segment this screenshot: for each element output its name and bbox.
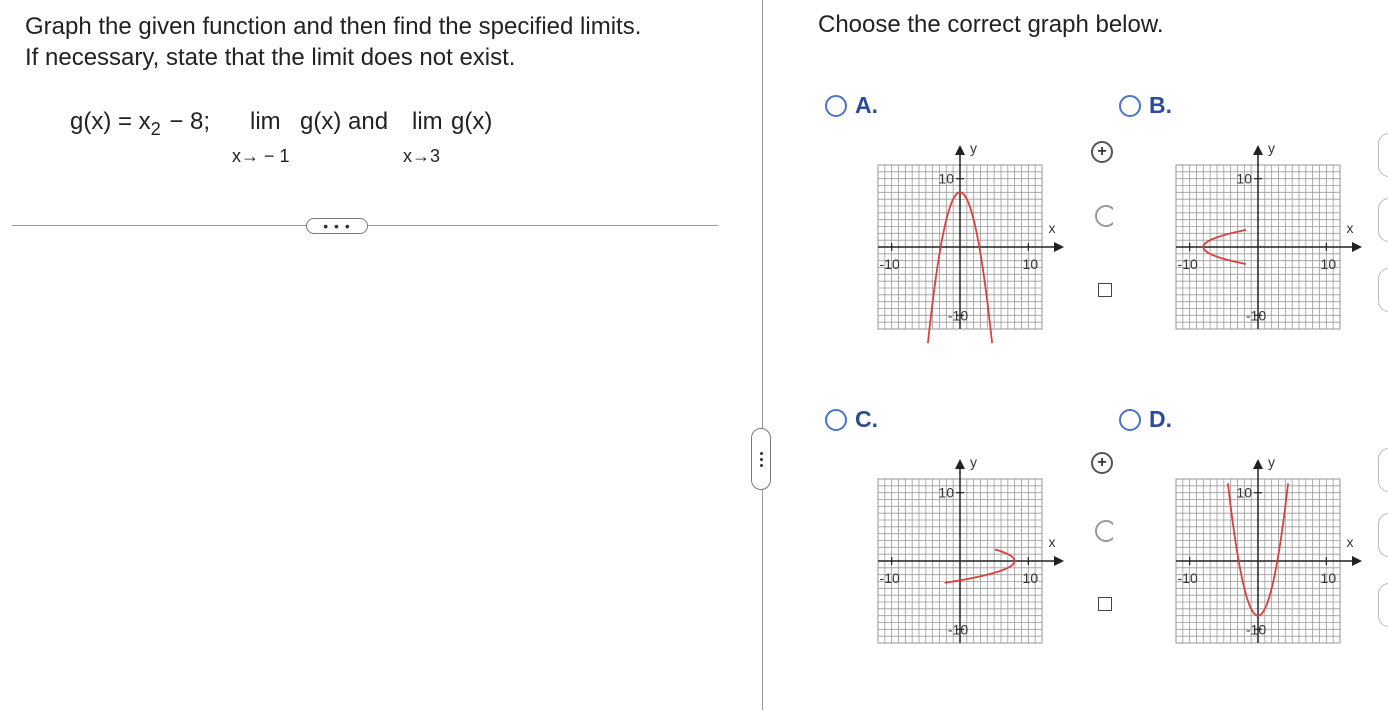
y-tick-label-bottom: -10 — [947, 307, 969, 324]
y-tick-label-top: 10 — [938, 170, 954, 187]
y-axis-arrow-icon — [955, 145, 965, 155]
graph-option-a — [840, 130, 1070, 360]
edge-tab[interactable] — [1378, 268, 1388, 312]
x-tick-label-neg: -10 — [879, 570, 900, 586]
limit-1-approach: x→ − 1 — [232, 146, 290, 166]
zoom-out-icon[interactable] — [1091, 205, 1113, 227]
option-d-letter: D. — [1149, 406, 1172, 432]
graph-option-d — [1138, 444, 1368, 674]
function-definition — [70, 108, 211, 139]
expand-icon[interactable] — [1098, 283, 1112, 297]
x-tick-label-neg: -10 — [1177, 570, 1198, 586]
limit-1-body: g(x) and — [300, 108, 389, 135]
zoom-out-icon[interactable] — [1091, 520, 1113, 542]
instruction-line-2: If necessary, state that the limit does not exist. — [25, 44, 516, 71]
x-tick-label-neg: -10 — [1177, 256, 1198, 272]
radio-button-d[interactable] — [1119, 409, 1141, 431]
limit-2-word: lim — [412, 108, 443, 135]
x-axis-label: x — [1346, 534, 1354, 550]
edge-tab[interactable] — [1378, 198, 1388, 242]
radio-button-b[interactable] — [1119, 95, 1141, 117]
y-axis-label: y — [1268, 454, 1275, 470]
edge-tab[interactable] — [1378, 513, 1388, 557]
y-tick-label-top: 10 — [938, 484, 954, 501]
x-axis-label: x — [1346, 220, 1354, 236]
x-tick-label-pos: 10 — [1022, 256, 1039, 272]
y-axis-label: y — [970, 140, 977, 156]
y-tick-label-bottom: -10 — [1245, 307, 1267, 324]
graph-option-c — [840, 444, 1070, 674]
radio-button-a[interactable] — [825, 95, 847, 117]
y-axis-label: y — [970, 454, 977, 470]
x-axis-label: x — [1048, 534, 1056, 550]
answer-prompt: Choose the correct graph below. — [818, 11, 1164, 38]
y-axis-arrow-icon — [1253, 145, 1263, 155]
function-rhs: − 8; — [162, 108, 211, 135]
limit-2-approach: x→3 — [403, 146, 441, 166]
function-exponent: 2 — [150, 119, 161, 139]
option-a[interactable] — [825, 92, 878, 119]
y-tick-label-bottom: -10 — [947, 621, 969, 638]
y-axis-label: y — [1268, 140, 1275, 156]
x-axis-arrow-icon — [1352, 242, 1362, 252]
graph-option-b — [1138, 130, 1368, 360]
x-axis-arrow-icon — [1352, 556, 1362, 566]
y-axis-arrow-icon — [1253, 459, 1263, 469]
function-lhs: g(x) = x — [70, 108, 151, 135]
pane-resize-handle[interactable] — [751, 428, 771, 490]
x-tick-label-pos: 10 — [1320, 570, 1337, 586]
x-axis-label: x — [1048, 220, 1056, 236]
x-tick-label-pos: 10 — [1320, 256, 1337, 272]
radio-button-c[interactable] — [825, 409, 847, 431]
option-b-letter: B. — [1149, 92, 1172, 118]
option-d[interactable] — [1119, 406, 1172, 433]
limit-1-word: lim — [250, 108, 281, 135]
option-c[interactable] — [825, 406, 878, 433]
edge-tab[interactable] — [1378, 583, 1388, 627]
x-axis-arrow-icon — [1054, 242, 1064, 252]
option-b[interactable] — [1119, 92, 1172, 119]
y-tick-label-top: 10 — [1236, 170, 1252, 187]
handle-dot — [760, 464, 763, 467]
x-tick-label-pos: 10 — [1022, 570, 1039, 586]
zoom-in-icon[interactable]: + — [1091, 141, 1113, 163]
zoom-in-icon[interactable]: + — [1091, 452, 1113, 474]
y-axis-arrow-icon — [955, 459, 965, 469]
y-tick-label-top: 10 — [1236, 484, 1252, 501]
option-c-letter: C. — [855, 406, 878, 432]
x-tick-label-neg: -10 — [879, 256, 900, 272]
more-button[interactable]: • • • — [306, 218, 368, 234]
instruction-line-1: Graph the given function and then find the specified limits. — [25, 13, 642, 40]
handle-dot — [760, 452, 763, 455]
pane-divider — [762, 0, 763, 710]
handle-dot — [760, 458, 763, 461]
edge-tab[interactable] — [1378, 448, 1388, 492]
instructions — [25, 11, 641, 73]
edge-tab[interactable] — [1378, 133, 1388, 177]
y-tick-label-bottom: -10 — [1245, 621, 1267, 638]
option-a-letter: A. — [855, 92, 878, 118]
x-axis-arrow-icon — [1054, 556, 1064, 566]
expand-icon[interactable] — [1098, 597, 1112, 611]
limit-2-body: g(x) — [451, 108, 493, 135]
